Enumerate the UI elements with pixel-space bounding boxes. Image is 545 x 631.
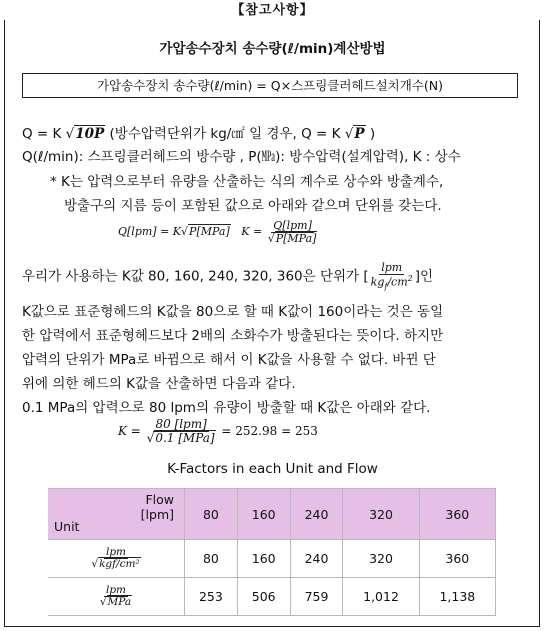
sqrt-10p: 10P — [75, 126, 105, 142]
k-value-cell: 360 — [419, 540, 495, 578]
k-value-cell: 80 — [185, 540, 238, 578]
para1-den-sub: f — [384, 281, 388, 291]
para1-den-post: /cm — [387, 275, 408, 289]
unit-numerator: lpm — [105, 583, 127, 596]
eq1-sqrt: P[MPa] — [189, 225, 230, 239]
para1-den-sup: 2 — [407, 273, 413, 283]
para2-line-3: 압력의 단위가 MPa로 바뀜으로 해서 이 K값을 사용할 수 없다. 바뀐 단 — [22, 352, 436, 368]
formula-line-2: Q(ℓ/min): 스프링클러헤드의 방수량 , P(㎫): 방수압력(설계압력), K : 상수 — [22, 149, 461, 165]
eq1-denominator: P[MPa] — [275, 231, 317, 245]
k-value-cell: 506 — [237, 578, 290, 616]
corner-unit-label: Unit — [54, 519, 80, 534]
k-value-cell: 320 — [343, 540, 419, 578]
table-caption: K-Factors in each Unit and Flow — [167, 461, 378, 477]
para2-line-1: K값으로 표준형헤드의 K값을 80으로 할 때 K값이 160이라는 것은 동일 — [22, 304, 444, 320]
unit-denominator: MPa — [107, 596, 132, 608]
para1-num: lpm — [381, 261, 403, 274]
k-value-cell: 160 — [237, 540, 290, 578]
eq1-k-label: K = — [241, 225, 263, 239]
para1-den: kg — [370, 275, 385, 289]
k-value-cell: 759 — [290, 578, 343, 616]
unit-cell: $\frac{\text{lpm}}{\text{√kgf/cm²}}$ — [48, 540, 185, 578]
equation-k-calc — [118, 418, 318, 444]
formula-line-1-mid: (방수압력단위가 kg/㎠ 일 경우, Q = K — [109, 126, 341, 142]
corner-cell — [48, 489, 185, 540]
eq2-denominator: 0.1 [MPa] — [155, 430, 215, 445]
unit-cell: $\frac{\text{lpm}}{\text{√MPa}}$ — [48, 578, 185, 616]
table-row — [48, 578, 496, 616]
equation-q-k: Q[lpm] = K√P[MPa] K = $\frac{\text{Q[lpm]}}{\text{√P[MPa]}}$ — [118, 220, 319, 244]
formula-line-1 — [22, 122, 375, 142]
k-value-cell: 253 — [185, 578, 238, 616]
table-row — [48, 540, 496, 578]
k-value-cell: 1,012 — [343, 578, 419, 616]
section-header: 【참고사항】 — [0, 1, 545, 20]
note-line-2: 방출구의 지름 등이 포함된 값으로 아래와 같으며 단위를 갖는다. — [64, 198, 442, 214]
k-value-cell: 1,138 — [419, 578, 495, 616]
k-value-cell: 240 — [290, 540, 343, 578]
para1-post: ]인 — [414, 268, 434, 285]
para2-line-2: 한 압력에서 표준형헤드보다 2배의 소화수가 방출된다는 뜻이다. 하지만 — [22, 328, 444, 344]
para2-line-5: 0.1 MPa의 압력으로 80 lpm의 유량이 방출할 때 K값은 아래와 같다. — [22, 400, 431, 416]
sqrt-symbol: √ — [344, 126, 354, 142]
eq1-fraction: $\frac{\text{Q[lpm]}}{\text{√P[MPa]}}$ — [267, 219, 317, 245]
eq2-numerator: 80 [lpm] — [155, 417, 207, 431]
eq2-left: K = — [118, 424, 141, 439]
table-header-row — [48, 489, 496, 540]
sqrt-p: P — [354, 126, 365, 142]
page-title: 가압송수장치 송수량(ℓ/min)계산방법 — [159, 41, 386, 57]
eq1-numerator: Q[lpm] — [273, 219, 312, 232]
flow-header: 80 — [185, 489, 238, 540]
corner-flow-unit: [lpm] — [140, 507, 174, 522]
unit-numerator: lpm — [105, 545, 127, 558]
flow-header: 360 — [419, 489, 495, 540]
unit-denominator: kgf/cm² — [99, 558, 140, 570]
eq2-right: = 252.98 = 253 — [221, 424, 318, 439]
flow-header: 160 — [237, 489, 290, 540]
flow-header: 240 — [290, 489, 343, 540]
flow-header: 320 — [343, 489, 419, 540]
para1-unit-fraction — [369, 262, 415, 291]
eq1-left: Q[lpm] = K — [118, 225, 182, 239]
para2-line-4: 위에 의한 헤드의 K값을 산출하면 다음과 같다. — [22, 376, 296, 392]
eq2-fraction: $\frac{\text{80 [lpm]}}{\text{√0.1 [MPa]}}$ — [146, 417, 215, 445]
note-line-1: * K는 압력으로부터 유량을 산출하는 식의 계수로 상수와 방출계수, — [50, 174, 444, 190]
formula-line-1-pre: Q = K — [22, 126, 62, 142]
paragraph-k-units — [22, 262, 433, 291]
k-factor-table — [48, 488, 496, 616]
para1-pre: 우리가 사용하는 K값 80, 160, 240, 320, 360은 단위가 [ — [22, 268, 369, 285]
formula-box: 가압송수장치 송수량(ℓ/min) = Q×스프링클러헤드설치개수(N) — [22, 73, 518, 98]
corner-flow-label: Flow — [145, 492, 174, 507]
formula-line-1-post: ) — [365, 126, 376, 142]
sqrt-symbol: √ — [65, 126, 75, 142]
